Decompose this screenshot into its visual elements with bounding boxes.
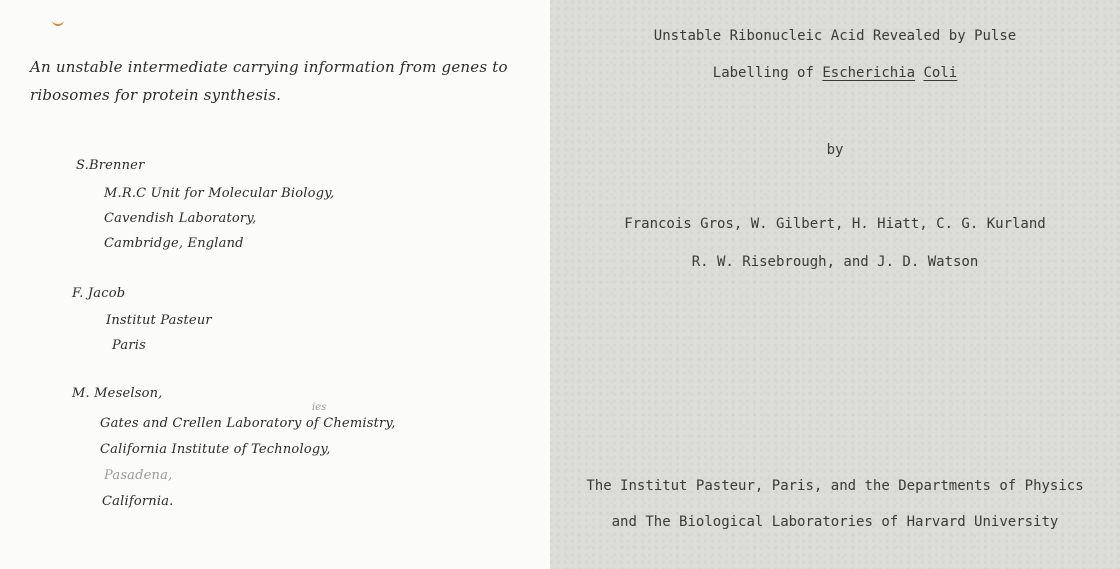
- handwritten-manuscript-page: [0, 0, 550, 569]
- by-line: by: [826, 142, 844, 158]
- affiliation-line: Cavendish Laboratory,: [104, 211, 257, 226]
- organism-species: Coli: [923, 65, 958, 81]
- affiliation-line: Pasadena,: [104, 468, 173, 483]
- manuscript-title-line-2: ribosomes for protein synthesis.: [30, 86, 282, 104]
- authors-line-2: R. W. Risebrough, and J. D. Watson: [691, 254, 979, 270]
- affiliation-line: Cambridge, England: [104, 236, 244, 251]
- affiliation-line: M.R.C Unit for Molecular Biology,: [104, 186, 335, 201]
- affiliation-line: California Institute of Technology,: [100, 442, 331, 457]
- handwritten-insertion: ies: [312, 402, 327, 413]
- author-name-meselson: M. Meselson,: [72, 386, 163, 401]
- paper-title-line-2: [550, 65, 1120, 81]
- typewritten-title-page: [550, 0, 1120, 569]
- pen-mark: [52, 18, 64, 26]
- author-name-brenner: S.Brenner: [76, 158, 145, 173]
- manuscript-title-line-1: An unstable intermediate carrying information from genes to: [30, 58, 508, 76]
- affiliation-line: Paris: [112, 338, 146, 353]
- affiliation-line: California.: [102, 494, 174, 509]
- author-name-jacob: F. Jacob: [72, 286, 126, 301]
- organism-genus: Escherichia: [822, 65, 916, 81]
- affiliation-line: Institut Pasteur: [106, 313, 212, 328]
- paper-title-line-1: Unstable Ribonucleic Acid Revealed by Pulse: [653, 28, 1017, 44]
- affiliation-line-2: and The Biological Laboratories of Harvard University: [611, 514, 1059, 530]
- authors-line-1: Francois Gros, W. Gilbert, H. Hiatt, C. G. Kurland: [624, 216, 1046, 232]
- affiliation-line: Gates and Crellen Laboratory of Chemistry,: [100, 416, 396, 431]
- affiliation-line-1: The Institut Pasteur, Paris, and the Departments of Physics: [586, 478, 1084, 494]
- title-prefix: Labelling of: [712, 65, 823, 81]
